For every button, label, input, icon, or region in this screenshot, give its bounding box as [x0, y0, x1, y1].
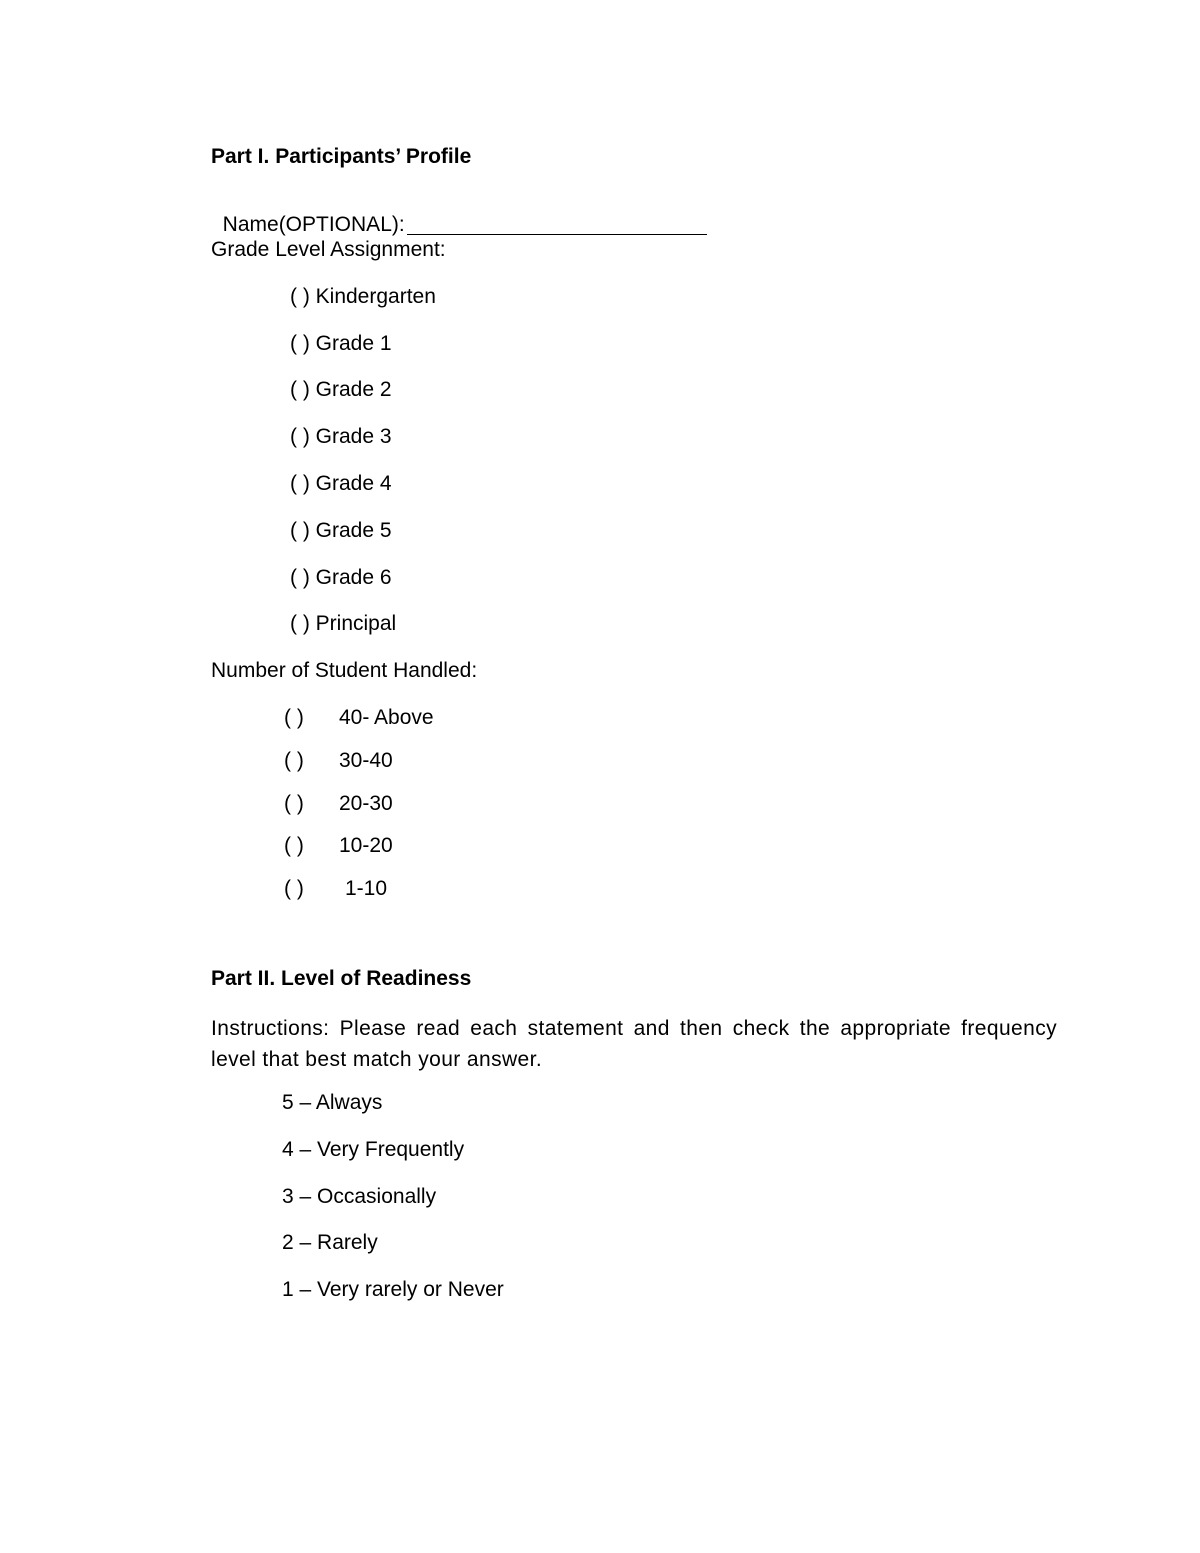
students-option-1-10: 1-10	[345, 877, 388, 900]
grade-option-principal[interactable]: ( ) Principal	[290, 612, 397, 635]
grade-option-grade-2[interactable]: ( ) Grade 2	[290, 378, 392, 401]
part2-heading: Part II. Level of Readiness	[211, 967, 472, 990]
scale-item-always: 5 – Always	[282, 1091, 383, 1114]
students-option-30-40: 30-40	[339, 749, 393, 772]
instructions-paragraph: Instructions: Please read each statement and then check the appropriate frequency level that best match your answer.	[211, 1017, 1057, 1071]
scale-item-very-frequently: 4 – Very Frequently	[282, 1138, 465, 1161]
scale-item-occasionally: 3 – Occasionally	[282, 1185, 437, 1208]
grade-level-label: Grade Level Assignment:	[211, 238, 446, 261]
students-option-40-above: 40- Above	[339, 706, 434, 729]
grade-option-grade-3[interactable]: ( ) Grade 3	[290, 425, 392, 448]
students-handled-label: Number of Student Handled:	[211, 659, 478, 682]
students-option-mark[interactable]: ( )	[284, 792, 304, 815]
students-option-mark[interactable]: ( )	[284, 749, 304, 772]
grade-option-kindergarten[interactable]: ( ) Kindergarten	[290, 285, 436, 308]
students-option-mark[interactable]: ( )	[284, 877, 304, 900]
grade-option-grade-5[interactable]: ( ) Grade 5	[290, 519, 392, 542]
students-option-20-30: 20-30	[339, 792, 393, 815]
name-field-row	[211, 193, 707, 235]
students-option-10-20: 10-20	[339, 834, 393, 857]
scale-item-rarely: 2 – Rarely	[282, 1231, 378, 1254]
students-option-mark[interactable]: ( )	[284, 834, 304, 857]
grade-option-grade-6[interactable]: ( ) Grade 6	[290, 566, 392, 589]
grade-option-grade-4[interactable]: ( ) Grade 4	[290, 472, 392, 495]
part1-heading: Part I. Participants’ Profile	[211, 145, 472, 168]
grade-option-grade-1[interactable]: ( ) Grade 1	[290, 332, 392, 355]
name-blank-line[interactable]	[407, 214, 707, 235]
students-option-mark[interactable]: ( )	[284, 706, 304, 729]
name-label: Name(OPTIONAL):	[222, 213, 405, 236]
scale-item-very-rarely-or-never: 1 – Very rarely or Never	[282, 1278, 504, 1301]
